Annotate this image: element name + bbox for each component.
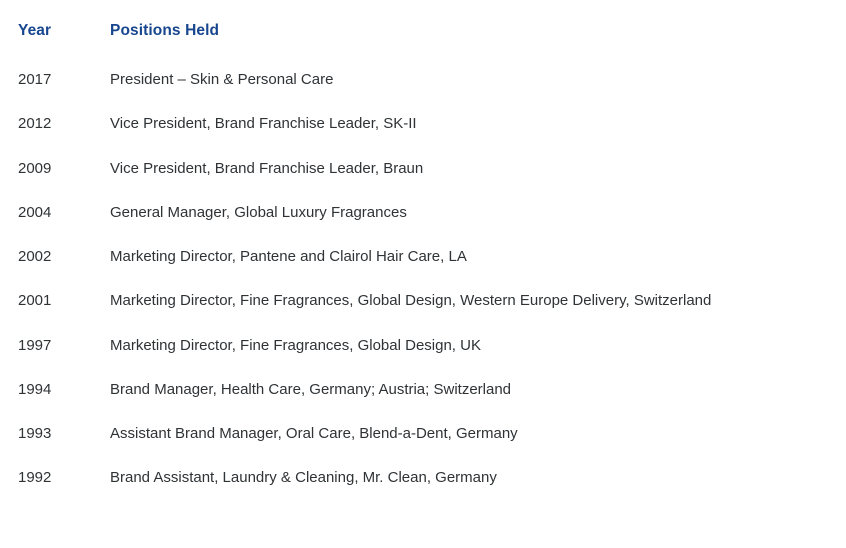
table-header-row: [0, 0, 846, 58]
cell-position: President – Skin & Personal Care: [110, 71, 334, 88]
table-row: [0, 58, 846, 102]
cell-position: Brand Assistant, Laundry & Cleaning, Mr. Clean, Germany: [110, 469, 497, 487]
cell-year: 1997: [18, 336, 52, 354]
cell-position: General Manager, Global Luxury Fragrances: [110, 203, 407, 221]
table-row: [0, 102, 846, 146]
table-body: [0, 58, 846, 501]
cell-position: Vice President, Brand Franchise Leader, Braun: [110, 159, 424, 177]
table-header: [0, 0, 846, 58]
column-header-year: Year: [18, 22, 52, 39]
cell-year: 2012: [18, 115, 52, 133]
cell-year: 2017: [18, 71, 52, 88]
cell-year: 1994: [18, 380, 52, 398]
table-row: [0, 456, 846, 500]
column-header-positions: Positions Held: [110, 22, 220, 39]
table-row: [0, 235, 846, 279]
table-row: [0, 147, 846, 191]
table-row: [0, 324, 846, 368]
cell-year: 1993: [18, 425, 52, 442]
cell-position: Marketing Director, Fine Fragrances, Global Design, UK: [110, 336, 481, 354]
cell-year: 2004: [18, 203, 52, 221]
table-row: [0, 368, 846, 412]
cell-position: Marketing Director, Pantene and Clairol Hair Care, LA: [110, 248, 467, 265]
cell-year: 2009: [18, 159, 52, 177]
cell-position: Assistant Brand Manager, Oral Care, Blend-a-Dent, Germany: [110, 425, 518, 442]
cell-year: 2001: [18, 292, 52, 310]
cell-position: Marketing Director, Fine Fragrances, Global Design, Western Europe Delivery, Switzerland: [110, 292, 712, 310]
table-row: [0, 412, 846, 456]
cell-year: 1992: [18, 469, 52, 487]
table-row: [0, 191, 846, 235]
cell-position: Vice President, Brand Franchise Leader, SK-II: [110, 115, 417, 133]
cell-position: Brand Manager, Health Care, Germany; Austria; Switzerland: [110, 380, 512, 398]
cell-year: 2002: [18, 248, 52, 265]
table-row: [0, 279, 846, 323]
